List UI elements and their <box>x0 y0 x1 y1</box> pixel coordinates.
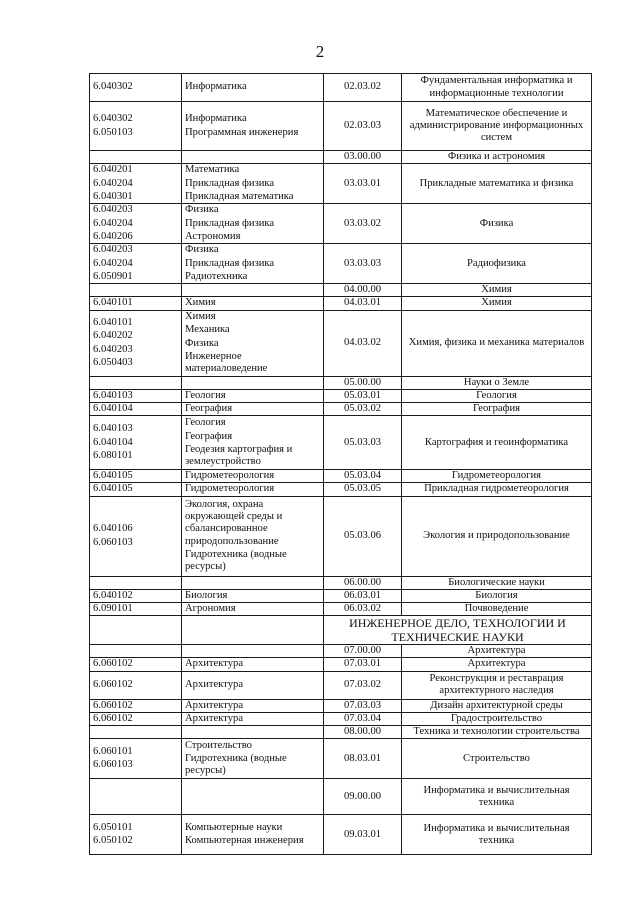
old-name: Экология, охрана окружающей среды и сбалансированное природопользование <box>185 499 283 547</box>
old-name: Компьютерные науки <box>185 822 283 834</box>
old-code: 6.040201 <box>93 164 133 176</box>
old-code-cell <box>90 671 182 699</box>
old-name-cell <box>182 416 324 470</box>
old-name-cell <box>182 712 324 725</box>
old-code: 6.060102 <box>93 679 133 691</box>
table-row <box>90 726 592 739</box>
table-row <box>90 603 592 616</box>
old-code: 6.040105 <box>93 470 133 482</box>
new-name-cell: Химия <box>402 297 592 310</box>
old-code: 6.040101 <box>93 317 133 329</box>
old-name-cell <box>182 389 324 402</box>
old-name: Химия <box>185 311 216 323</box>
old-code-cell <box>90 739 182 779</box>
table-row <box>90 483 592 496</box>
new-name-cell: Дизайн архитектурной среды <box>402 699 592 712</box>
old-code: 6.040302 <box>93 113 133 125</box>
old-code: 6.050403 <box>93 356 133 368</box>
old-name: Математика <box>185 164 240 176</box>
old-name: Физика <box>185 244 219 256</box>
new-name-cell: Прикладные математика и физика <box>402 164 592 204</box>
old-code-cell <box>90 470 182 483</box>
old-code: 6.040104 <box>93 403 133 415</box>
new-code-cell: 06.03.02 <box>324 603 402 616</box>
new-name-cell: Физика <box>402 204 592 244</box>
table-row <box>90 284 592 297</box>
old-name-cell <box>182 151 324 164</box>
new-name-cell: Строительство <box>402 739 592 779</box>
old-name-cell <box>182 284 324 297</box>
new-name-cell: Биологические науки <box>402 576 592 589</box>
old-name-cell <box>182 699 324 712</box>
old-code: 6.040204 <box>93 177 133 189</box>
old-code: 6.040203 <box>93 204 133 216</box>
new-name-cell: Реконструкция и реставрация архитектурного наследия <box>402 671 592 699</box>
new-code-cell: 04.03.02 <box>324 310 402 376</box>
table-row <box>90 589 592 602</box>
old-name: Строительство <box>185 739 252 751</box>
new-name-cell: Науки о Земле <box>402 376 592 389</box>
old-name-cell <box>182 244 324 284</box>
section-heading: ИНЖЕНЕРНОЕ ДЕЛО, ТЕХНОЛОГИИ И ТЕХНИЧЕСКИЕ НАУКИ <box>324 616 592 645</box>
new-name-cell: Информатика и вычислительная техника <box>402 779 592 815</box>
old-name-cell <box>182 102 324 151</box>
old-code-cell <box>90 645 182 658</box>
table-row <box>90 389 592 402</box>
table-row <box>90 151 592 164</box>
old-code: 6.060101 <box>93 746 133 758</box>
table-row <box>90 671 592 699</box>
old-name: Архитектура <box>185 699 244 711</box>
new-code-cell: 05.03.05 <box>324 483 402 496</box>
new-name-cell: Гидрометеорология <box>402 470 592 483</box>
new-code-cell: 03.03.01 <box>324 164 402 204</box>
new-name-cell: Картография и геоинформатика <box>402 416 592 470</box>
new-name-cell: Техника и технологии строительства <box>402 726 592 739</box>
old-name-cell <box>182 164 324 204</box>
old-name-cell <box>182 589 324 602</box>
old-name-cell <box>182 483 324 496</box>
old-code-cell <box>90 712 182 725</box>
old-code-cell <box>90 658 182 671</box>
empty-cell <box>182 616 324 645</box>
old-name-cell <box>182 576 324 589</box>
old-name-cell <box>182 496 324 576</box>
new-code-cell: 04.00.00 <box>324 284 402 297</box>
new-code-cell: 03.00.00 <box>324 151 402 164</box>
old-code: 6.050103 <box>93 126 133 138</box>
old-name-cell <box>182 74 324 102</box>
old-code-cell <box>90 496 182 576</box>
old-name-cell <box>182 603 324 616</box>
table-row <box>90 102 592 151</box>
new-name-cell: Градостроительство <box>402 712 592 725</box>
old-name: Агрономия <box>185 603 236 615</box>
table-row <box>90 470 592 483</box>
old-name: Геология <box>185 417 226 429</box>
old-code-cell <box>90 297 182 310</box>
old-name-cell <box>182 297 324 310</box>
old-code: 6.040102 <box>93 589 133 601</box>
old-code: 6.040202 <box>93 330 133 342</box>
new-name-cell: География <box>402 403 592 416</box>
old-name-cell <box>182 658 324 671</box>
old-code: 6.040204 <box>93 217 133 229</box>
old-code-cell <box>90 102 182 151</box>
old-name: Информатика <box>185 81 247 93</box>
new-name-cell: Физика и астрономия <box>402 151 592 164</box>
old-name: Гидротехника (водные ресурсы) <box>185 548 287 573</box>
new-name-cell: Архитектура <box>402 645 592 658</box>
new-code-cell: 09.00.00 <box>324 779 402 815</box>
table-row <box>90 658 592 671</box>
old-name: Прикладная физика <box>185 257 275 269</box>
old-name: Химия <box>185 297 216 309</box>
old-code-cell <box>90 403 182 416</box>
old-code: 6.090101 <box>93 603 133 615</box>
specialty-correspondence-table <box>89 73 592 855</box>
new-name-cell: Биология <box>402 589 592 602</box>
new-code-cell: 07.03.01 <box>324 658 402 671</box>
table-row <box>90 297 592 310</box>
old-name-cell <box>182 470 324 483</box>
old-code-cell <box>90 416 182 470</box>
new-code-cell: 06.00.00 <box>324 576 402 589</box>
table-row <box>90 779 592 815</box>
old-code-cell <box>90 699 182 712</box>
old-name: Информатика <box>185 113 247 125</box>
old-code-cell <box>90 603 182 616</box>
new-code-cell: 08.03.01 <box>324 739 402 779</box>
old-name-cell <box>182 645 324 658</box>
old-name: География <box>185 430 233 442</box>
old-code-cell <box>90 244 182 284</box>
new-code-cell: 07.03.02 <box>324 671 402 699</box>
new-code-cell: 05.03.02 <box>324 403 402 416</box>
old-name: Инженерное материаловедение <box>185 350 268 374</box>
old-code-cell <box>90 726 182 739</box>
table-row <box>90 616 592 645</box>
old-code-cell <box>90 483 182 496</box>
old-code: 6.040203 <box>93 244 133 256</box>
old-code-cell <box>90 204 182 244</box>
old-name: Механика <box>185 324 230 336</box>
new-name-cell: Геология <box>402 389 592 402</box>
old-code: 6.040204 <box>93 257 133 269</box>
old-code: 6.050901 <box>93 270 133 282</box>
old-code: 6.040101 <box>93 297 133 309</box>
old-code: 6.050102 <box>93 835 133 847</box>
table-row <box>90 416 592 470</box>
new-code-cell: 02.03.03 <box>324 102 402 151</box>
old-name: Геология <box>185 389 226 401</box>
new-code-cell: 04.03.01 <box>324 297 402 310</box>
table-row <box>90 376 592 389</box>
table-row <box>90 699 592 712</box>
old-code-cell <box>90 779 182 815</box>
new-code-cell: 07.03.03 <box>324 699 402 712</box>
old-code-cell <box>90 74 182 102</box>
old-code-cell <box>90 376 182 389</box>
new-code-cell: 05.00.00 <box>324 376 402 389</box>
old-code-cell <box>90 389 182 402</box>
old-name: Архитектура <box>185 679 244 691</box>
old-name-cell <box>182 403 324 416</box>
old-code: 6.040301 <box>93 190 133 202</box>
new-name-cell: Фундаментальная информатика и информационные технологии <box>402 74 592 102</box>
old-code-cell <box>90 815 182 855</box>
new-name-cell: Химия, физика и механика материалов <box>402 310 592 376</box>
new-name-cell: Экология и природопользование <box>402 496 592 576</box>
new-name-cell: Почвоведение <box>402 603 592 616</box>
old-name: Гидрометеорология <box>185 483 275 495</box>
old-code: 6.060103 <box>93 759 133 771</box>
new-name-cell: Архитектура <box>402 658 592 671</box>
old-code: 6.040105 <box>93 483 133 495</box>
table-row <box>90 739 592 779</box>
old-name-cell <box>182 310 324 376</box>
new-code-cell: 08.00.00 <box>324 726 402 739</box>
old-name: Гидрометеорология <box>185 470 275 482</box>
new-code-cell: 05.03.01 <box>324 389 402 402</box>
table-row <box>90 204 592 244</box>
old-code: 6.060102 <box>93 658 133 670</box>
new-name-cell: Прикладная гидрометеорология <box>402 483 592 496</box>
old-name: Астрономия <box>185 230 241 242</box>
new-code-cell: 05.03.04 <box>324 470 402 483</box>
old-name: Прикладная математика <box>185 190 294 202</box>
table-row <box>90 403 592 416</box>
old-name: Программная инженерия <box>185 126 299 138</box>
old-code: 6.040103 <box>93 423 133 435</box>
old-name-cell <box>182 779 324 815</box>
old-code-cell <box>90 151 182 164</box>
old-code-cell <box>90 576 182 589</box>
new-code-cell: 09.03.01 <box>324 815 402 855</box>
old-code-cell <box>90 589 182 602</box>
table-row <box>90 74 592 102</box>
old-name: Прикладная физика <box>185 177 275 189</box>
old-name-cell <box>182 815 324 855</box>
table-row <box>90 645 592 658</box>
new-code-cell: 03.03.02 <box>324 204 402 244</box>
old-name-cell <box>182 671 324 699</box>
old-name-cell <box>182 204 324 244</box>
old-name: Компьютерная инженерия <box>185 835 304 847</box>
table-row <box>90 244 592 284</box>
old-name: Геодезия картография и землеустройство <box>185 443 293 467</box>
old-name: Физика <box>185 337 219 349</box>
new-code-cell: 03.03.03 <box>324 244 402 284</box>
old-code: 6.060103 <box>93 536 133 548</box>
old-code: 6.050101 <box>93 822 133 834</box>
table-row <box>90 576 592 589</box>
old-name: Физика <box>185 204 219 216</box>
table-row <box>90 815 592 855</box>
old-name-cell <box>182 739 324 779</box>
old-code: 6.060102 <box>93 712 133 724</box>
old-name: Архитектура <box>185 712 244 724</box>
new-code-cell: 05.03.06 <box>324 496 402 576</box>
page-number: 2 <box>315 42 325 61</box>
old-name: Гидротехника (водные ресурсы) <box>185 753 287 777</box>
new-name-cell: Информатика и вычислительная техника <box>402 815 592 855</box>
old-name: Биология <box>185 589 228 601</box>
table-row <box>90 496 592 576</box>
old-name-cell <box>182 726 324 739</box>
old-name: География <box>185 403 233 415</box>
old-name: Архитектура <box>185 658 244 670</box>
new-name-cell: Математическое обеспечение и администрирование информационных систем <box>402 102 592 151</box>
table-row <box>90 712 592 725</box>
old-name-cell <box>182 376 324 389</box>
old-code: 6.040106 <box>93 523 133 535</box>
table-row <box>90 164 592 204</box>
new-name-cell: Химия <box>402 284 592 297</box>
old-code-cell <box>90 284 182 297</box>
new-code-cell: 06.03.01 <box>324 589 402 602</box>
new-code-cell: 02.03.02 <box>324 74 402 102</box>
new-name-cell: Радиофизика <box>402 244 592 284</box>
old-code-cell <box>90 164 182 204</box>
old-code: 6.060102 <box>93 699 133 711</box>
old-code: 6.040302 <box>93 81 133 93</box>
new-code-cell: 07.03.04 <box>324 712 402 725</box>
new-code-cell: 07.00.00 <box>324 645 402 658</box>
old-code: 6.040103 <box>93 389 133 401</box>
old-code: 6.040203 <box>93 343 133 355</box>
old-code-cell <box>90 310 182 376</box>
old-name: Радиотехника <box>185 270 248 282</box>
old-code: 6.040104 <box>93 436 133 448</box>
table-row <box>90 310 592 376</box>
old-code: 6.080101 <box>93 449 133 461</box>
old-name: Прикладная физика <box>185 217 275 229</box>
empty-cell <box>90 616 182 645</box>
old-code: 6.040206 <box>93 230 133 242</box>
new-code-cell: 05.03.03 <box>324 416 402 470</box>
